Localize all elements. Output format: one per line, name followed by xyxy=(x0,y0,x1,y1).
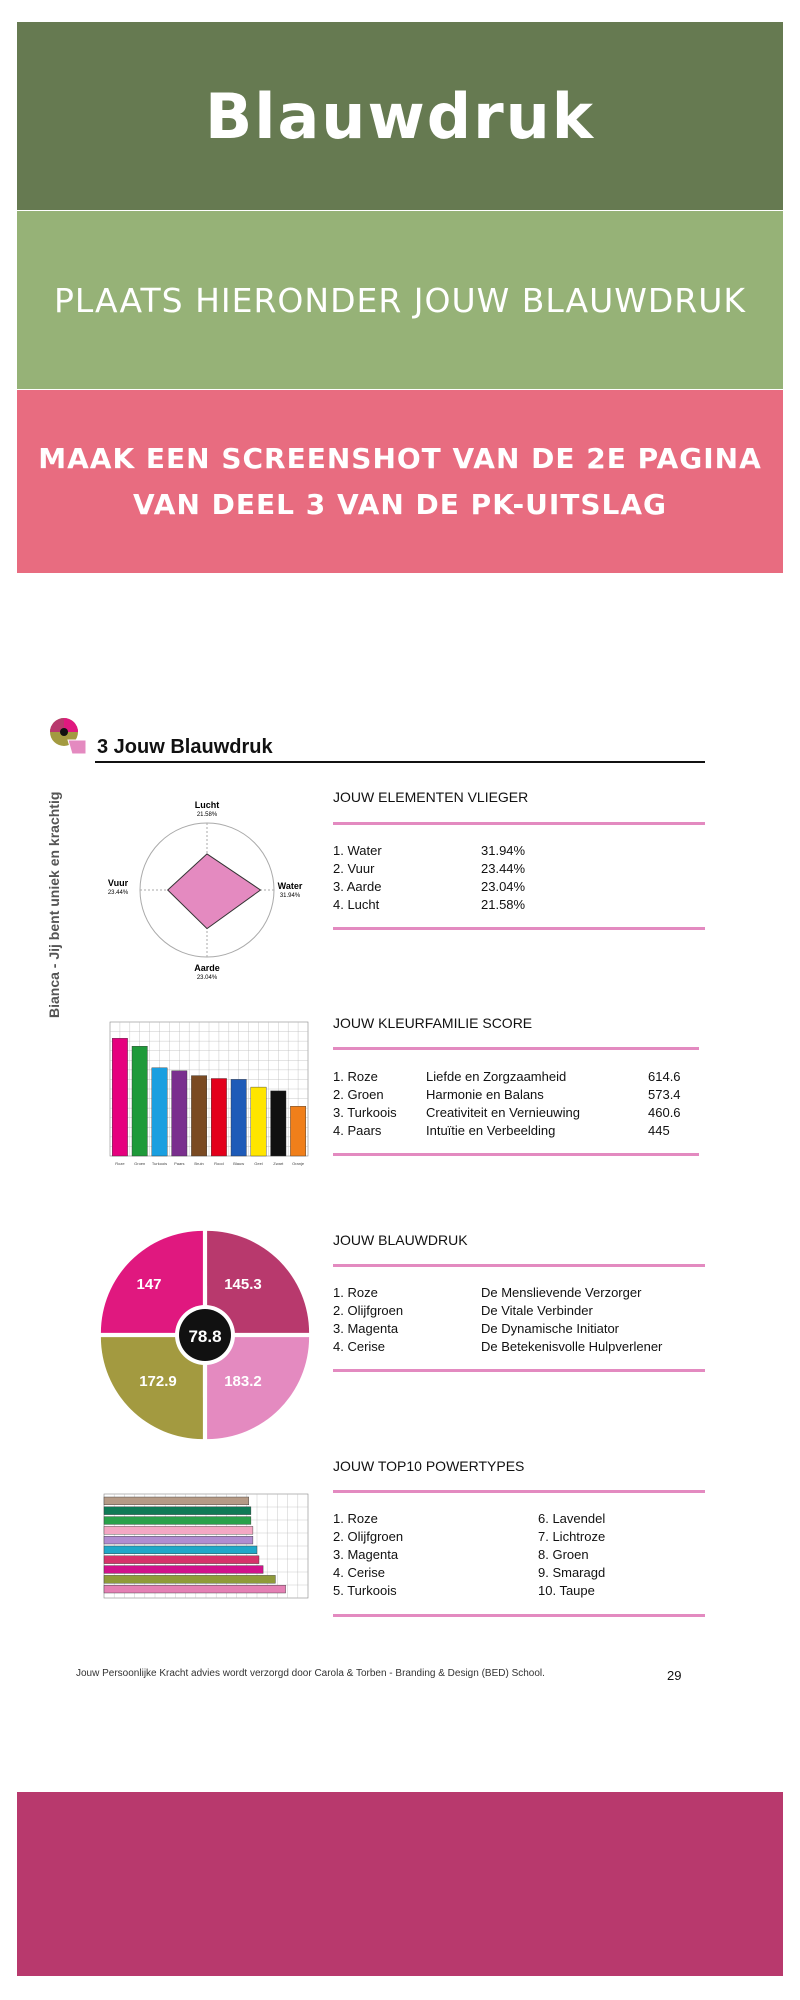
blueprint-pie-chart xyxy=(100,1230,310,1440)
colorfamily-item-score: 460.6 xyxy=(648,1105,681,1120)
colorfamily-rule-bottom xyxy=(333,1153,699,1156)
bar-bruin xyxy=(191,1076,206,1156)
colorfamily-item-label: 3. Turkoois xyxy=(333,1105,397,1120)
bar-groen xyxy=(132,1046,147,1156)
powertype-item: 10. Taupe xyxy=(538,1583,595,1598)
bar-roze xyxy=(112,1038,127,1156)
elements-heading: JOUW ELEMENTEN VLIEGER xyxy=(333,789,529,805)
hbar-roze xyxy=(104,1585,286,1593)
blueprint-item-desc: De Vitale Verbinder xyxy=(481,1303,593,1318)
report-title: 3 Jouw Blauwdruk xyxy=(97,736,273,758)
bar-category-label: Turkoois xyxy=(151,1161,168,1166)
blueprint-rule-bottom xyxy=(333,1369,705,1372)
bar-turkoois xyxy=(152,1068,167,1156)
element-item-label: 2. Vuur xyxy=(333,861,375,876)
colorfamily-item-label: 2. Groen xyxy=(333,1087,384,1102)
radar-label-right: Water xyxy=(277,881,303,891)
bar-geel xyxy=(251,1087,266,1156)
instruction-text xyxy=(38,436,762,528)
subtitle-band xyxy=(17,211,783,389)
instruction-line-2: VAN DEEL 3 VAN DE PK-UITSLAG xyxy=(133,487,667,521)
powertype-item: 6. Lavendel xyxy=(538,1511,606,1526)
powertype-item: 5. Turkoois xyxy=(333,1583,397,1598)
pie-slice-label: 172.9 xyxy=(139,1373,177,1390)
bar-oranje xyxy=(290,1106,305,1156)
bar-rood xyxy=(211,1079,226,1157)
bar-category-label: Zwart xyxy=(273,1161,284,1166)
bar-blauw xyxy=(231,1079,246,1156)
radar-label-top: Lucht xyxy=(194,800,220,810)
page-subtitle: PLAATS HIERONDER JOUW BLAUWDRUK xyxy=(53,280,747,320)
colorfamily-item-score: 614.6 xyxy=(648,1069,681,1084)
powertype-item: 9. Smaragd xyxy=(538,1565,606,1580)
bar-category-label: Bruin xyxy=(194,1161,204,1166)
radar-value-bottom: 23.04% xyxy=(196,975,218,981)
bar-category-label: Blauw xyxy=(233,1161,245,1166)
bar-category-label: Paars xyxy=(174,1161,185,1166)
footer-band xyxy=(17,1792,783,1976)
hbar-magenta xyxy=(104,1566,263,1574)
title-band xyxy=(17,22,783,210)
colorfamily-item-label: 1. Roze xyxy=(333,1069,378,1084)
blueprint-item-desc: De Menslievende Verzorger xyxy=(481,1285,642,1300)
hbar-cerise xyxy=(104,1556,259,1564)
instruction-line-1: MAAK EEN SCREENSHOT VAN DE 2E PAGINA xyxy=(38,441,762,475)
colorfamily-item-desc: Harmonie en Balans xyxy=(426,1087,544,1102)
powertypes-rule-bottom xyxy=(333,1614,705,1617)
colorfamily-heading: JOUW KLEURFAMILIE SCORE xyxy=(333,1015,533,1031)
hbar-turkoois xyxy=(104,1546,257,1554)
bar-category-label: Roze xyxy=(115,1161,125,1166)
instruction-band xyxy=(17,390,783,573)
radar-value-right: 31.94% xyxy=(279,893,301,899)
bar-category-label: Groen xyxy=(134,1161,146,1166)
element-item-value: 23.44% xyxy=(481,861,526,876)
blueprint-item-desc: De Betekenisvolle Hulpverlener xyxy=(481,1339,663,1354)
page-title: Blauwdruk xyxy=(204,79,596,153)
colorfamily-rule-top xyxy=(333,1047,699,1050)
radar-value-left: 23.44% xyxy=(107,890,129,896)
pie-center-value: 78.8 xyxy=(188,1327,222,1346)
bar-category-label: Geel xyxy=(254,1161,263,1166)
hbar-smaragd xyxy=(104,1507,251,1515)
bar-zwart xyxy=(271,1091,286,1156)
bar-category-label: Rood xyxy=(214,1161,224,1166)
blueprint-item-desc: De Dynamische Initiator xyxy=(481,1321,619,1336)
colorfamily-item-label: 4. Paars xyxy=(333,1123,382,1138)
powertype-item: 3. Magenta xyxy=(333,1547,399,1562)
elements-rule-top xyxy=(333,822,705,825)
blueprint-item-label: 3. Magenta xyxy=(333,1321,399,1336)
pie-slice-label: 147 xyxy=(136,1276,162,1293)
blueprint-item-label: 1. Roze xyxy=(333,1285,378,1300)
radar-shape xyxy=(168,854,261,929)
element-item-label: 3. Aarde xyxy=(333,879,382,894)
radar-label-left: Vuur xyxy=(107,878,129,888)
bar-category-label: Oranje xyxy=(292,1161,305,1166)
element-item-value: 21.58% xyxy=(481,897,526,912)
element-item-label: 4. Lucht xyxy=(333,897,380,912)
elements-rule-bottom xyxy=(333,927,705,930)
hbar-groen xyxy=(104,1517,251,1525)
report-logo xyxy=(48,718,90,758)
bar-paars xyxy=(172,1071,187,1156)
pie-slice-label: 145.3 xyxy=(224,1276,262,1293)
element-item-label: 1. Water xyxy=(333,843,382,858)
hbar-lavendel xyxy=(104,1536,253,1544)
elements-radar-chart xyxy=(100,795,320,985)
powertypes-rule-top xyxy=(333,1490,705,1493)
colorfamily-item-score: 573.4 xyxy=(648,1087,681,1102)
report-page-number: 29 xyxy=(667,1668,682,1683)
report-footer-note: Jouw Persoonlijke Kracht advies wordt verzorgd door Carola & Torben - Branding & Design (BED) School. xyxy=(76,1668,545,1679)
powertype-item: 1. Roze xyxy=(333,1511,378,1526)
blueprint-heading: JOUW BLAUWDRUK xyxy=(333,1232,468,1248)
radar-value-top: 21.58% xyxy=(196,812,218,818)
report-side-text: Bianca - Jij bent uniek en krachtig xyxy=(46,791,62,1018)
colorfamily-item-desc: Creativiteit en Vernieuwing xyxy=(426,1105,580,1120)
powertype-item: 7. Lichtroze xyxy=(538,1529,606,1544)
powertype-item: 4. Cerise xyxy=(333,1565,386,1580)
powertype-item: 8. Groen xyxy=(538,1547,589,1562)
blueprint-item-label: 4. Cerise xyxy=(333,1339,386,1354)
pie-slice-label: 183.2 xyxy=(224,1373,262,1390)
powertype-item: 2. Olijfgroen xyxy=(333,1529,404,1544)
powertypes-bar-chart xyxy=(100,1490,310,1602)
colorfamily-item-score: 445 xyxy=(648,1123,670,1138)
element-item-value: 31.94% xyxy=(481,843,526,858)
hbar-lichtroze xyxy=(104,1526,253,1534)
colorfamily-item-desc: Intuïtie en Verbeelding xyxy=(426,1123,556,1138)
hbar-taupe xyxy=(104,1497,249,1505)
radar-label-bottom: Aarde xyxy=(194,963,220,973)
colorfamily-item-desc: Liefde en Zorgzaamheid xyxy=(426,1069,567,1084)
blueprint-rule-top xyxy=(333,1264,705,1267)
powertypes-heading: JOUW TOP10 POWERTYPES xyxy=(333,1458,525,1474)
hbar-olijfgroen xyxy=(104,1575,275,1583)
report-title-rule xyxy=(95,761,705,763)
colorfamily-bar-chart xyxy=(100,1018,310,1170)
blueprint-item-label: 2. Olijfgroen xyxy=(333,1303,404,1318)
element-item-value: 23.04% xyxy=(481,879,526,894)
bar-chart-category-labels xyxy=(115,1161,305,1166)
